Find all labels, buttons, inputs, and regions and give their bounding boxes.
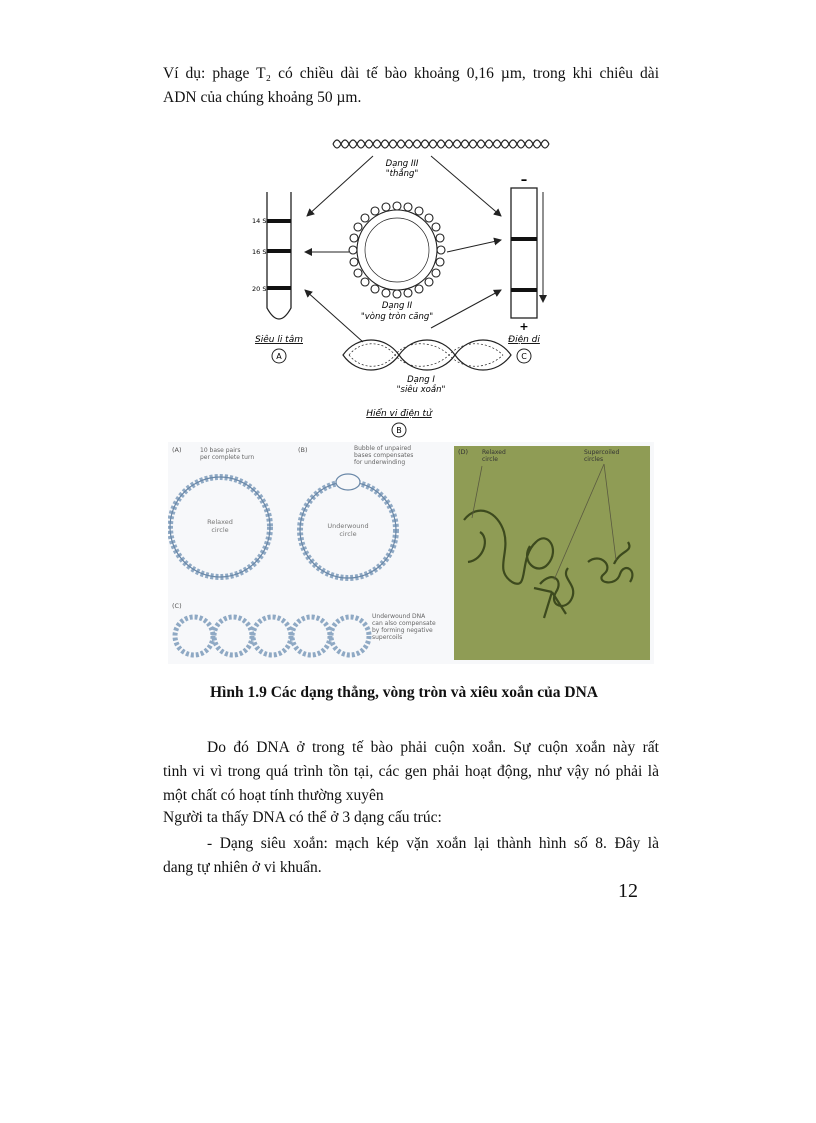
panel-b-tag: (B): [298, 446, 308, 454]
panel-a-center-2: circle: [211, 526, 229, 534]
band-20s-label: 20 S: [252, 285, 267, 293]
supercoil-panels-figure: [168, 442, 654, 664]
panel-d-label-2a: Supercoiled: [584, 449, 620, 456]
body-p3-line-2: dang tự nhiên ở vi khuẩn.: [163, 859, 322, 876]
page-number: 12: [618, 880, 638, 902]
panel-c-tag: (C): [172, 602, 182, 610]
method-c-letter: C: [521, 352, 527, 361]
method-b-letter: B: [396, 426, 402, 435]
panel-b-note-2: bases compensates: [354, 452, 414, 459]
panel-d-label-1b: circle: [482, 456, 498, 463]
electrophoresis-gel: [511, 188, 543, 318]
panel-c-note-3: by forming negative: [372, 627, 433, 634]
panel-a-tag: (A): [172, 446, 182, 454]
panel-c-note-1: Underwound DNA: [372, 613, 426, 620]
method-a-letter: A: [276, 352, 282, 361]
panel-d-tag: (D): [458, 448, 469, 456]
body-paragraph-2: Người ta thấy DNA có thể ở 3 dạng cấu trúc:: [163, 809, 442, 826]
supercoiled-dna: [343, 340, 511, 370]
panel-c-note-2: can also compensate: [372, 620, 436, 627]
panel-b-center-2: circle: [339, 530, 357, 538]
panel-a-note-2: per complete turn: [200, 454, 255, 461]
form1-desc: "siêu xoắn": [396, 385, 446, 395]
form1-label: Dạng I: [407, 375, 435, 385]
band-16s-label: 16 S: [252, 248, 267, 256]
linear-dna-strand: [333, 140, 549, 148]
panel-d-label-1a: Relaxed: [482, 449, 506, 456]
body-p1-line-1: Do đó DNA ở trong tế bào phải cuộn xoắn. Sự cuộn xoắn này rất: [207, 739, 659, 756]
centrifuge-tube: [267, 192, 291, 319]
minus-sign: –: [520, 173, 528, 188]
form2-label: Dạng II: [381, 301, 413, 311]
plus-sign: +: [519, 320, 529, 333]
figure-caption: Hình 1.9 Các dạng thẳng, vòng tròn và xiêu xoắn của DNA: [210, 684, 598, 701]
panel-c-note-4: supercoils: [372, 634, 403, 641]
panel-b-note-3: for underwinding: [354, 459, 406, 466]
method-c-label: Điện di: [508, 335, 540, 345]
panel-d-label-2b: circles: [584, 456, 604, 463]
panel-a-center-1: Relaxed: [207, 518, 233, 526]
band-14s-label: 14 S: [252, 217, 267, 225]
body-paragraph-3: [163, 832, 659, 880]
intro-line-2: ADN của chúng khoảng 50 µm.: [163, 89, 362, 106]
form3-desc: "thẳng": [385, 169, 419, 179]
body-paragraph-1: [163, 736, 659, 808]
body-p1-line-2: tinh vi vì trong quá trình tồn tại, các gen phải hoạt động, như vậy nó phải là: [163, 763, 659, 780]
form2-desc: "vòng tròn căng": [360, 312, 434, 322]
form3-label: Dạng III: [385, 159, 419, 169]
method-b-label: Hiển vi điện tử: [366, 409, 432, 419]
body-p1-line-3: một chất có hoạt tính thường xuyên: [163, 787, 384, 804]
panel-a-note-1: 10 base pairs: [200, 447, 241, 454]
intro-line-1: Ví dụ: phage T₂ có chiều dài tế bào khoảng 0,16 µm, trong khi chiêu dài: [163, 65, 659, 82]
intro-paragraph: [163, 62, 659, 110]
panel-b-center-1: Underwound: [327, 522, 369, 530]
relaxed-circle-dna: [349, 202, 445, 298]
method-a-label: Siêu li tâm: [255, 335, 303, 345]
dna-forms-figure: [245, 130, 575, 442]
body-p3-line-1: - Dạng siêu xoắn: mạch kép vặn xoắn lại thành hình số 8. Đây là: [207, 835, 659, 852]
panel-b-note-1: Bubble of unpaired: [354, 445, 412, 452]
